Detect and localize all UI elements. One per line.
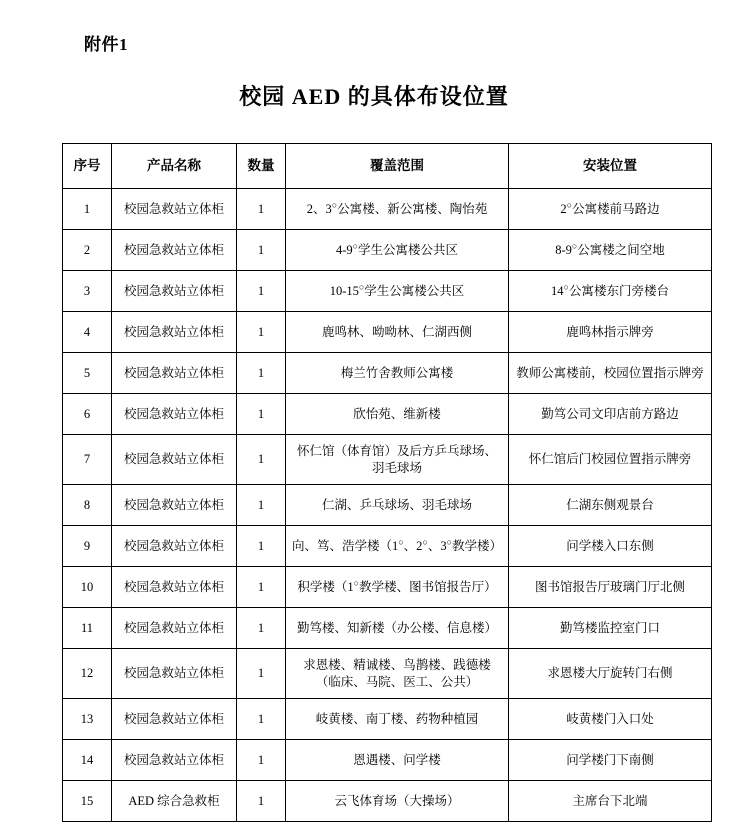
table-row bbox=[63, 435, 712, 485]
table-row bbox=[63, 608, 712, 649]
header-quantity: 数量 bbox=[237, 144, 286, 189]
cell-product: 校园急救站立体柜 bbox=[112, 189, 237, 230]
cell-location: 岐黄楼门入口处 bbox=[509, 699, 712, 740]
cell-coverage: 10-15○学生公寓楼公共区 bbox=[286, 271, 509, 312]
cell-product: 校园急救站立体柜 bbox=[112, 526, 237, 567]
table-header-row bbox=[63, 144, 712, 189]
cell-location: 8-9○公寓楼之间空地 bbox=[509, 230, 712, 271]
table-row bbox=[63, 230, 712, 271]
cell-index: 15 bbox=[63, 781, 112, 822]
table-row bbox=[63, 485, 712, 526]
cell-coverage: 2、3○公寓楼、新公寓楼、陶怡苑 bbox=[286, 189, 509, 230]
cell-product: 校园急救站立体柜 bbox=[112, 353, 237, 394]
cell-location: 问学楼入口东侧 bbox=[509, 526, 712, 567]
cell-index: 11 bbox=[63, 608, 112, 649]
cell-product: 校园急救站立体柜 bbox=[112, 649, 237, 699]
cell-index: 8 bbox=[63, 485, 112, 526]
cell-product: 校园急救站立体柜 bbox=[112, 312, 237, 353]
cell-index: 3 bbox=[63, 271, 112, 312]
cell-quantity: 1 bbox=[237, 608, 286, 649]
cell-quantity: 1 bbox=[237, 526, 286, 567]
cell-quantity: 1 bbox=[237, 312, 286, 353]
table-row bbox=[63, 649, 712, 699]
table-row bbox=[63, 781, 712, 822]
cell-quantity: 1 bbox=[237, 485, 286, 526]
page-title: 校园 AED 的具体布设位置 bbox=[239, 84, 509, 109]
cell-quantity: 1 bbox=[237, 230, 286, 271]
cell-quantity: 1 bbox=[237, 699, 286, 740]
cell-coverage: 云飞体育场（大操场） bbox=[286, 781, 509, 822]
cell-product: 校园急救站立体柜 bbox=[112, 230, 237, 271]
table-row bbox=[63, 271, 712, 312]
cell-product: 校园急救站立体柜 bbox=[112, 271, 237, 312]
table-body bbox=[63, 189, 712, 822]
cell-location: 求恩楼大厅旋转门右侧 bbox=[509, 649, 712, 699]
cell-coverage: 岐黄楼、南丁楼、药物种植园 bbox=[286, 699, 509, 740]
table-header bbox=[63, 144, 712, 189]
cell-location: 教师公寓楼前，校园位置指示牌旁 bbox=[509, 353, 712, 394]
table-row bbox=[63, 567, 712, 608]
cell-quantity: 1 bbox=[237, 435, 286, 485]
cell-index: 9 bbox=[63, 526, 112, 567]
cell-quantity: 1 bbox=[237, 394, 286, 435]
cell-quantity: 1 bbox=[237, 740, 286, 781]
cell-coverage: 梅兰竹舍教师公寓楼 bbox=[286, 353, 509, 394]
cell-coverage: 怀仁馆（体育馆）及后方乒乓球场、 羽毛球场 bbox=[286, 435, 509, 485]
header-index: 序号 bbox=[63, 144, 112, 189]
cell-location: 勤笃楼监控室门口 bbox=[509, 608, 712, 649]
cell-index: 4 bbox=[63, 312, 112, 353]
table-row bbox=[63, 699, 712, 740]
header-location: 安装位置 bbox=[509, 144, 712, 189]
header-coverage: 覆盖范围 bbox=[286, 144, 509, 189]
cell-coverage: 向、笃、浩学楼（1○、2○、3○教学楼） bbox=[286, 526, 509, 567]
cell-index: 2 bbox=[63, 230, 112, 271]
cell-product: 校园急救站立体柜 bbox=[112, 740, 237, 781]
cell-index: 7 bbox=[63, 435, 112, 485]
cell-location: 主席台下北端 bbox=[509, 781, 712, 822]
table-row bbox=[63, 394, 712, 435]
cell-location: 鹿鸣林指示牌旁 bbox=[509, 312, 712, 353]
table-row bbox=[63, 312, 712, 353]
cell-coverage: 求恩楼、精诚楼、鸟鹊楼、践德楼 （临床、马院、医工、公共） bbox=[286, 649, 509, 699]
cell-location: 2○公寓楼前马路边 bbox=[509, 189, 712, 230]
aed-table-container bbox=[62, 143, 704, 822]
cell-coverage: 勤笃楼、知新楼（办公楼、信息楼） bbox=[286, 608, 509, 649]
cell-coverage: 鹿鸣林、呦呦林、仁湖西侧 bbox=[286, 312, 509, 353]
cell-index: 10 bbox=[63, 567, 112, 608]
cell-product: 校园急救站立体柜 bbox=[112, 435, 237, 485]
cell-quantity: 1 bbox=[237, 649, 286, 699]
cell-product: AED 综合急救柜 bbox=[112, 781, 237, 822]
cell-index: 14 bbox=[63, 740, 112, 781]
cell-location: 勤笃公司文印店前方路边 bbox=[509, 394, 712, 435]
cell-coverage: 仁湖、乒乓球场、羽毛球场 bbox=[286, 485, 509, 526]
cell-product: 校园急救站立体柜 bbox=[112, 485, 237, 526]
cell-quantity: 1 bbox=[237, 567, 286, 608]
cell-index: 1 bbox=[63, 189, 112, 230]
aed-location-table bbox=[62, 143, 712, 822]
cell-product: 校园急救站立体柜 bbox=[112, 608, 237, 649]
cell-coverage: 恩遇楼、问学楼 bbox=[286, 740, 509, 781]
cell-coverage: 欣怡苑、维新楼 bbox=[286, 394, 509, 435]
cell-index: 12 bbox=[63, 649, 112, 699]
table-row bbox=[63, 740, 712, 781]
cell-quantity: 1 bbox=[237, 271, 286, 312]
cell-coverage: 积学楼（1○教学楼、图书馆报告厅） bbox=[286, 567, 509, 608]
cell-coverage: 4-9○学生公寓楼公共区 bbox=[286, 230, 509, 271]
cell-location: 问学楼门下南侧 bbox=[509, 740, 712, 781]
cell-quantity: 1 bbox=[237, 353, 286, 394]
table-row bbox=[63, 526, 712, 567]
cell-location: 14○公寓楼东门旁楼台 bbox=[509, 271, 712, 312]
cell-product: 校园急救站立体柜 bbox=[112, 394, 237, 435]
attachment-label: 附件1 bbox=[84, 35, 128, 54]
table-row bbox=[63, 189, 712, 230]
cell-quantity: 1 bbox=[237, 781, 286, 822]
cell-product: 校园急救站立体柜 bbox=[112, 699, 237, 740]
cell-location: 图书馆报告厅玻璃门厅北侧 bbox=[509, 567, 712, 608]
cell-location: 怀仁馆后门校园位置指示牌旁 bbox=[509, 435, 712, 485]
cell-index: 5 bbox=[63, 353, 112, 394]
table-row bbox=[63, 353, 712, 394]
cell-location: 仁湖东侧观景台 bbox=[509, 485, 712, 526]
cell-index: 6 bbox=[63, 394, 112, 435]
cell-index: 13 bbox=[63, 699, 112, 740]
cell-quantity: 1 bbox=[237, 189, 286, 230]
cell-product: 校园急救站立体柜 bbox=[112, 567, 237, 608]
header-product: 产品名称 bbox=[112, 144, 237, 189]
